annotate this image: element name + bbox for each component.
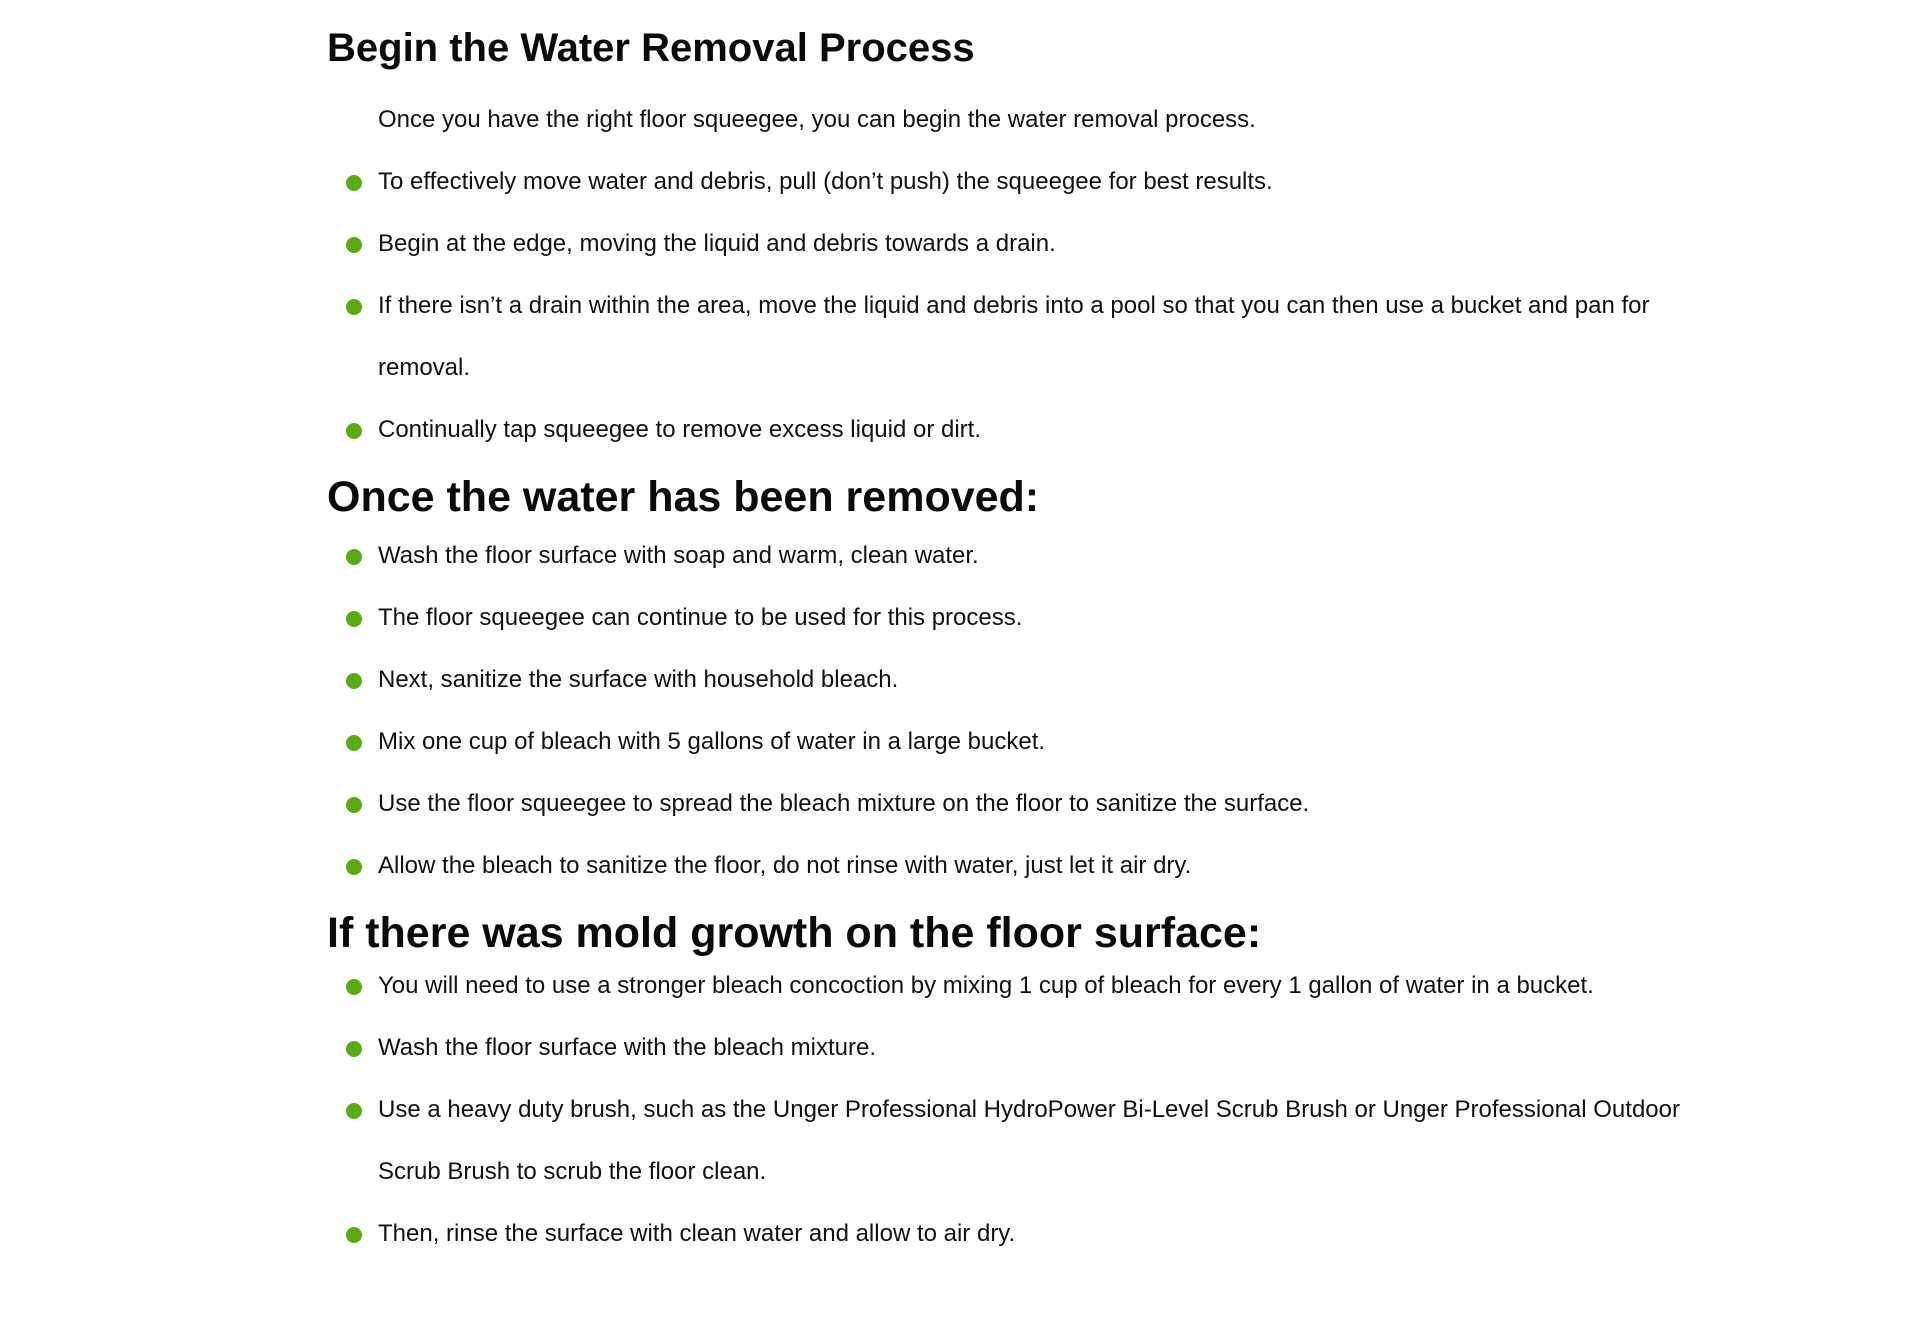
- bullet-dot-icon: [346, 175, 362, 191]
- list-item: [327, 1079, 1707, 1203]
- bullet-dot-icon: [346, 1227, 362, 1243]
- bullet-dot-icon: [346, 237, 362, 253]
- bullet-dot-icon: [346, 797, 362, 813]
- list-item: [327, 711, 1707, 773]
- list-item: [327, 1017, 1707, 1079]
- list-item: [327, 399, 1707, 461]
- list-item-text: Then, rinse the surface with clean water and allow to air dry.: [378, 1220, 1016, 1247]
- bullet-dot-icon: [346, 979, 362, 995]
- list-item: [327, 275, 1707, 399]
- bullet-dot-icon: [346, 549, 362, 565]
- list-item-text: Next, sanitize the surface with household bleach.: [378, 666, 899, 693]
- list-item: [327, 773, 1707, 835]
- bullet-dot-icon: [346, 299, 362, 315]
- list-item-text: Continually tap squeegee to remove excess liquid or dirt.: [378, 416, 981, 443]
- list-item-text: Allow the bleach to sanitize the floor, do not rinse with water, just let it air dry.: [378, 852, 1192, 879]
- list-item: [327, 151, 1707, 213]
- bullet-dot-icon: [346, 611, 362, 627]
- list-item-text: To effectively move water and debris, pull (don’t push) the squeegee for best results.: [378, 168, 1273, 195]
- list-item-text: Use a heavy duty brush, such as the Unger Professional HydroPower Bi-Level Scrub Brush or Unger Professional Outdoor Scrub Brush to scrub the floor clean.: [378, 1096, 1680, 1185]
- list-item-text: Mix one cup of bleach with 5 gallons of water in a large bucket.: [378, 728, 1046, 755]
- list-item-text: Wash the floor surface with soap and warm, clean water.: [378, 542, 979, 569]
- mold-growth-list: [327, 955, 1707, 1265]
- section-heading-after-removal: Once the water has been removed:: [327, 473, 1040, 521]
- list-item: [327, 213, 1707, 275]
- section-heading-mold-growth: If there was mold growth on the floor surface:: [327, 909, 1262, 957]
- article-content: [327, 0, 1707, 1265]
- list-item-text: You will need to use a stronger bleach concoction by mixing 1 cup of bleach for every 1 gallon of water in a bucket.: [378, 972, 1594, 999]
- section-intro: Once you have the right floor squeegee, you can begin the water removal process.: [378, 106, 1256, 133]
- list-item-text: The floor squeegee can continue to be used for this process.: [378, 604, 1023, 631]
- list-item: [327, 649, 1707, 711]
- list-item: [327, 587, 1707, 649]
- section-heading-water-removal: Begin the Water Removal Process: [327, 26, 975, 70]
- bullet-dot-icon: [346, 1041, 362, 1057]
- list-item-text: Begin at the edge, moving the liquid and debris towards a drain.: [378, 230, 1056, 257]
- list-item: [327, 525, 1707, 587]
- bullet-dot-icon: [346, 859, 362, 875]
- list-item: [327, 1203, 1707, 1265]
- bullet-dot-icon: [346, 673, 362, 689]
- bullet-dot-icon: [346, 735, 362, 751]
- water-removal-list: [327, 151, 1707, 461]
- bullet-dot-icon: [346, 1103, 362, 1119]
- after-removal-list: [327, 525, 1707, 897]
- list-item-text: Use the floor squeegee to spread the bleach mixture on the floor to sanitize the surface.: [378, 790, 1310, 817]
- list-item-text: If there isn’t a drain within the area, move the liquid and debris into a pool so that you can then use a bucket and pan for removal.: [378, 292, 1650, 381]
- list-item: [327, 955, 1707, 1017]
- list-item-text: Wash the floor surface with the bleach mixture.: [378, 1034, 876, 1061]
- list-item: [327, 835, 1707, 897]
- bullet-dot-icon: [346, 423, 362, 439]
